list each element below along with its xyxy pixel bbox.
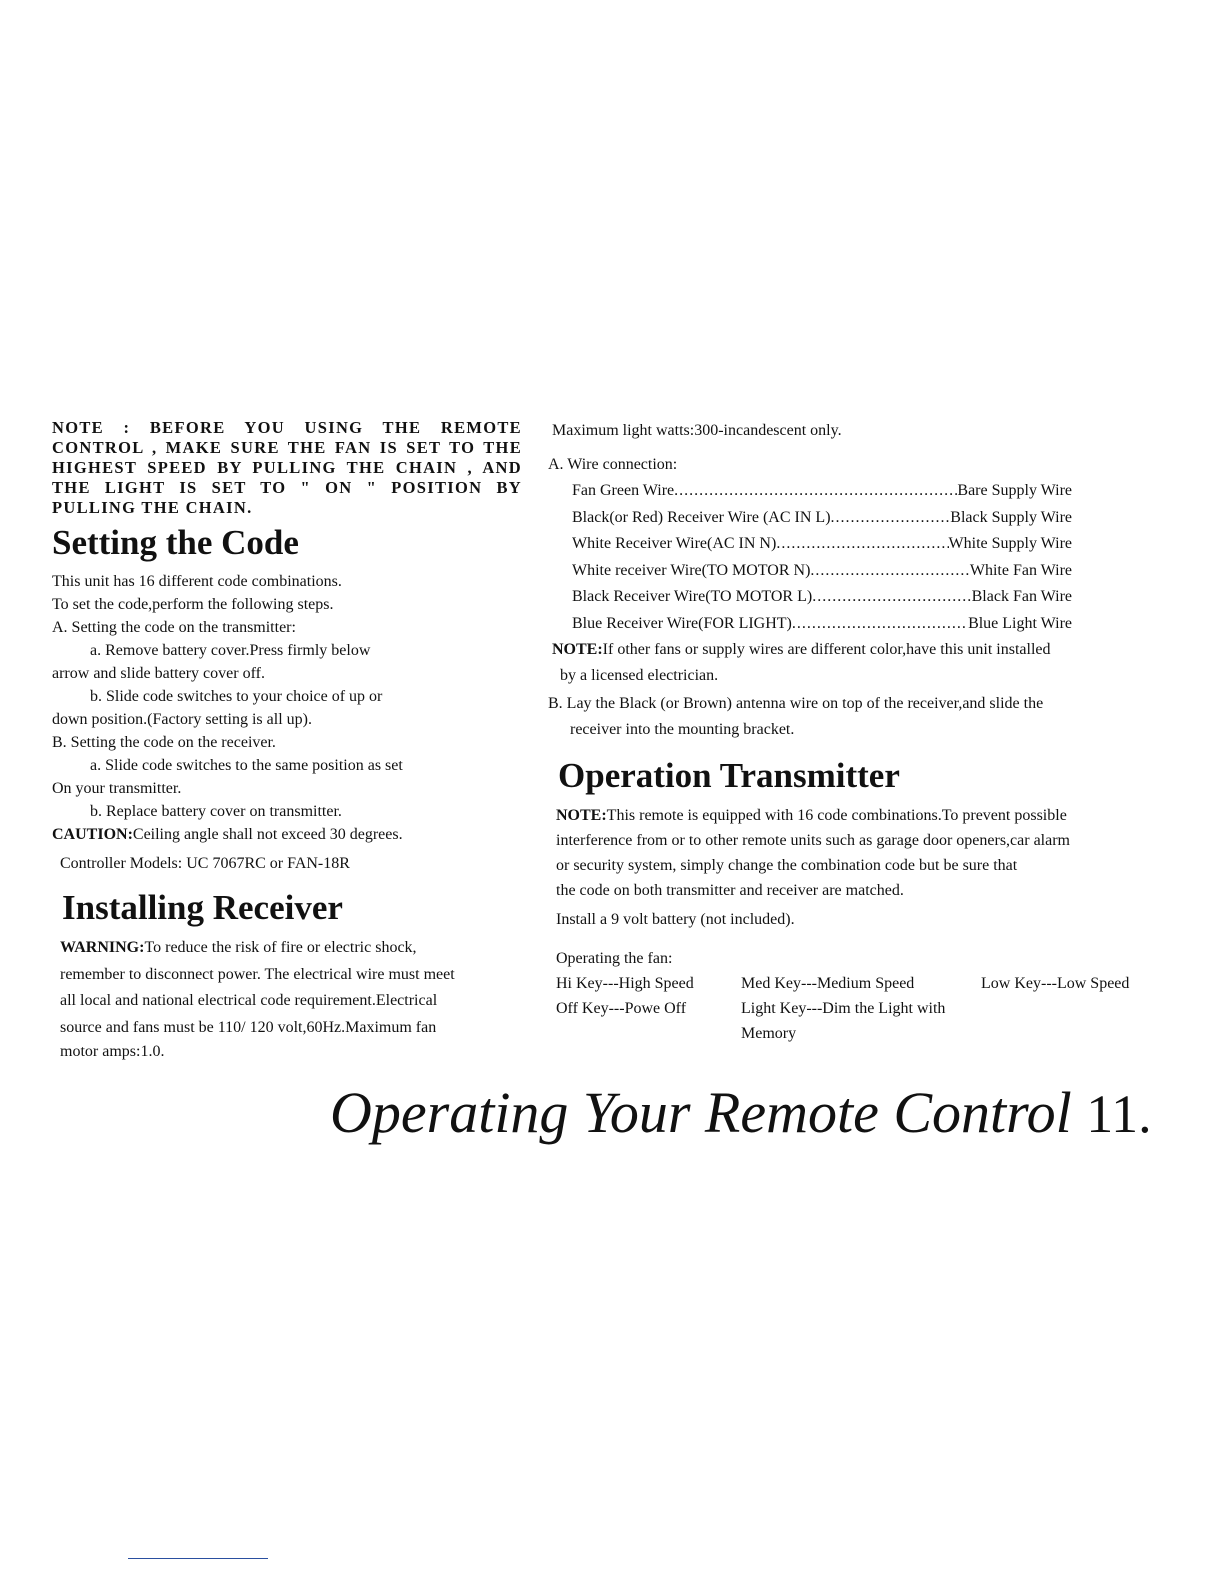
setting-code-line: On your transmitter. — [52, 780, 182, 797]
wire-source: Blue Receiver Wire(FOR LIGHT) — [572, 614, 792, 632]
wire-note-line2: by a licensed electrician. — [560, 667, 719, 684]
wire-row — [572, 584, 1072, 611]
caution-text: Ceiling angle shall not exceed 30 degrees. — [132, 826, 403, 843]
setting-code-line: a. Remove battery cover.Press firmly below — [90, 642, 371, 659]
controller-models: Controller Models: UC 7067RC or FAN-18R — [60, 855, 350, 872]
operating-fan-heading: Operating the fan: — [556, 950, 673, 967]
operation-body — [548, 803, 1188, 1046]
setting-code-line: A. Setting the code on the transmitter: — [52, 619, 296, 636]
wire-target: Blue Light Wire — [968, 614, 1072, 632]
wire-target: White Fan Wire — [969, 561, 1072, 579]
installing-receiver-heading: Installing Receiver — [62, 888, 343, 927]
page-number: 11. — [1086, 1084, 1152, 1144]
key-function: Low Key---Low Speed — [981, 975, 1130, 992]
max-light-watts: Maximum light watts:300-incandescent only. — [552, 422, 842, 439]
setting-code-line: B. Setting the code on the receiver. — [52, 734, 276, 751]
caution-label: CAUTION: — [52, 826, 133, 843]
setting-code-line: To set the code,perform the following steps. — [52, 596, 334, 613]
warning-line — [60, 935, 522, 962]
page-footer-title — [330, 1078, 1180, 1149]
leader-dots — [674, 478, 957, 505]
installing-line: source and fans must be 110/ 120 volt,60Hz.Maximum fan — [60, 1018, 437, 1036]
setting-code-line: b. Slide code switches to your choice of up or — [90, 688, 383, 705]
wire-target: Black Supply Wire — [950, 508, 1072, 526]
operation-note-text: This remote is equipped with 16 code combinations.To prevent possible — [606, 807, 1067, 824]
operation-line: interference from or to other remote units such as garage door openers,car alarm — [556, 832, 1070, 849]
key-function: Med Key---Medium Speed — [741, 975, 915, 992]
operation-transmitter-heading: Operation Transmitter — [558, 756, 900, 795]
right-column — [548, 418, 1188, 1046]
wire-target: White Supply Wire — [948, 535, 1072, 552]
setting-code-line: arrow and slide battery cover off. — [52, 665, 265, 682]
warning-label: WARNING: — [60, 939, 145, 956]
key-function: Off Key---Powe Off — [556, 1000, 687, 1017]
wire-row — [572, 478, 1072, 505]
wire-connection-heading: A. Wire connection: — [548, 456, 678, 473]
wire-row — [572, 505, 1072, 532]
setting-code-heading: Setting the Code — [52, 523, 299, 562]
key-function: Light Key---Dim the Light with Memory — [741, 1000, 946, 1042]
antenna-line2: receiver into the mounting bracket. — [570, 721, 795, 738]
installing-receiver-body — [52, 935, 522, 1063]
wire-source: Black(or Red) Receiver Wire (AC IN L) — [572, 508, 831, 526]
wire-note-line — [548, 637, 1188, 663]
wire-source: Fan Green Wire — [572, 482, 675, 499]
caution-line — [52, 823, 522, 846]
leader-dots — [776, 531, 948, 558]
pre-use-note: NOTE : BEFORE YOU USING THE REMOTE CONTROL , MAKE SURE THE FAN IS SET TO THE HIGHEST SPEED BY PULLING THE CHAIN , AND THE LIGHT IS SET TO " ON " POSITION BY PULLING THE CHAIN. — [52, 418, 522, 517]
bottom-rule — [128, 1558, 268, 1559]
wire-note-text: If other fans or supply wires are different color,have this unit installed — [602, 641, 1051, 658]
wire-row — [572, 558, 1072, 585]
leader-dots — [812, 584, 971, 611]
installing-line: remember to disconnect power. The electrical wire must meet — [60, 965, 455, 983]
left-column — [52, 418, 522, 1063]
installing-line: motor amps:1.0. — [60, 1043, 165, 1060]
warning-text: To reduce the risk of fire or electric shock, — [144, 939, 417, 956]
wire-table — [548, 478, 1188, 637]
key-function — [981, 996, 1181, 1046]
wire-target: Bare Supply Wire — [957, 482, 1072, 499]
operation-note-line — [556, 803, 1188, 828]
installing-line: all local and national electrical code requirement.Electrical — [60, 992, 438, 1009]
operation-line: or security system, simply change the combination code but be sure that — [556, 857, 1018, 874]
wire-source: Black Receiver Wire(TO MOTOR L) — [572, 588, 813, 605]
wire-source: White receiver Wire(TO MOTOR N) — [572, 561, 811, 579]
operation-line: the code on both transmitter and receiver are matched. — [556, 882, 904, 899]
leader-dots — [792, 611, 968, 638]
operation-line: Install a 9 volt battery (not included). — [556, 911, 795, 928]
key-function: Hi Key---High Speed — [556, 975, 694, 992]
wire-target: Black Fan Wire — [971, 588, 1072, 605]
setting-code-line: down position.(Factory setting is all up). — [52, 711, 312, 728]
wire-row — [572, 611, 1072, 638]
operation-note-label: NOTE: — [556, 807, 607, 824]
wire-row — [572, 531, 1072, 558]
setting-code-line: This unit has 16 different code combinations. — [52, 573, 342, 590]
antenna-line: B. Lay the Black (or Brown) antenna wire on top of the receiver,and slide the — [548, 695, 1044, 712]
setting-code-line: b. Replace battery cover on transmitter. — [90, 803, 342, 820]
key-functions — [556, 971, 1188, 1046]
setting-code-line: a. Slide code switches to the same position as set — [90, 757, 403, 774]
wire-source: White Receiver Wire(AC IN N) — [572, 535, 777, 552]
footer-title-text: Operating Your Remote Control — [330, 1080, 1072, 1145]
leader-dots — [810, 558, 969, 585]
wire-note-label: NOTE: — [552, 641, 603, 658]
leader-dots — [831, 505, 951, 532]
